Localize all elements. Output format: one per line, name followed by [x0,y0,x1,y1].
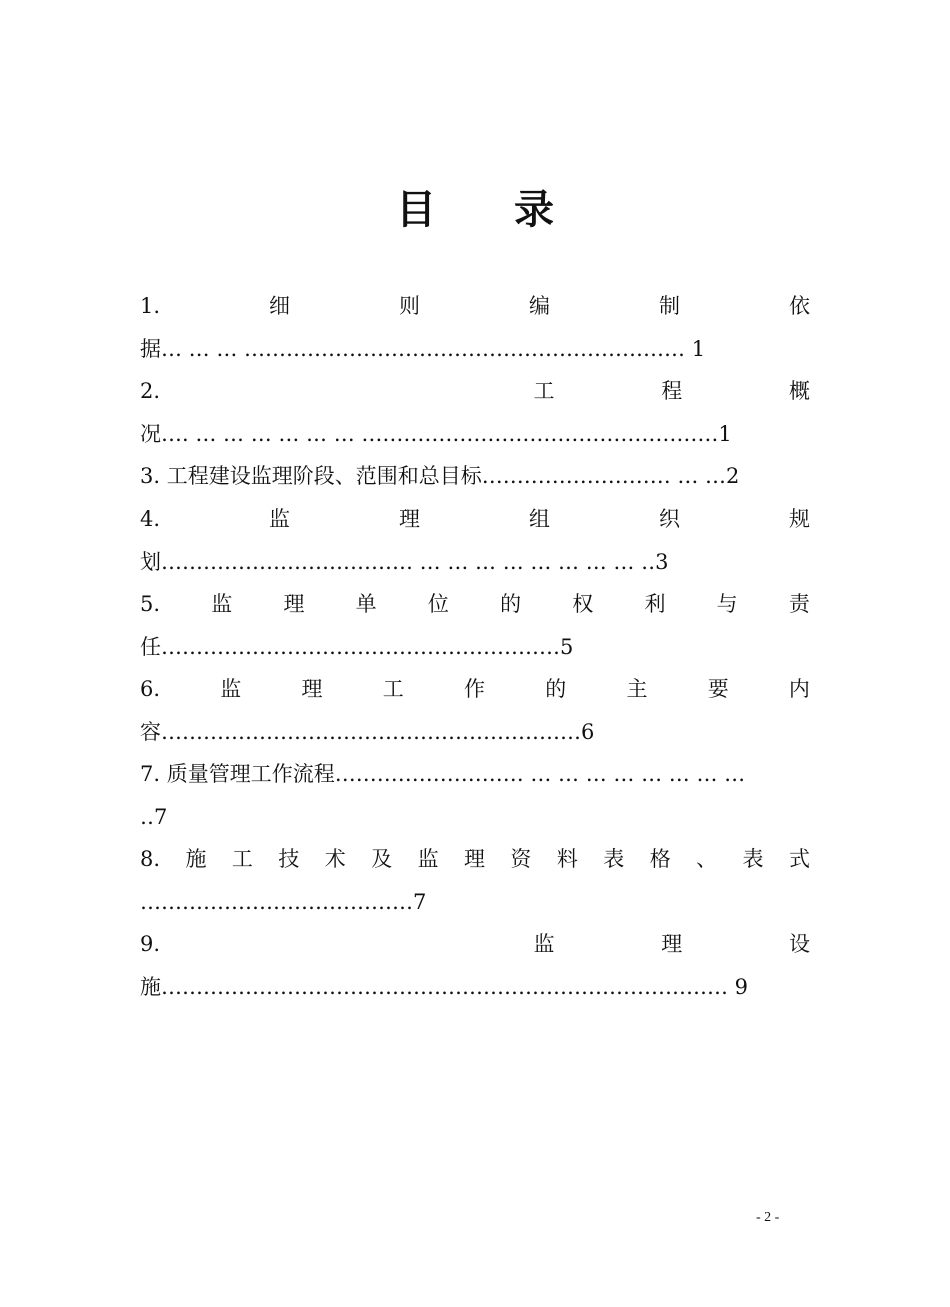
toc-number: 5. [140,592,161,616]
toc-word: 概 [788,379,810,403]
toc-word: 与 [716,592,738,616]
toc-word: 理 [661,932,683,956]
toc-number: 2. [140,379,161,403]
toc-word: 编 [529,294,550,318]
toc-word: 位 [427,592,449,616]
page-number: - 2 - [756,1210,780,1225]
toc-word: 责 [788,592,810,616]
toc-entry-4-line-2[interactable]: 划……………………………… … … … … … … … … ‥3 [140,550,669,574]
toc-entry-2-line-1[interactable] [140,371,810,411]
toc-word: 理 [464,847,485,871]
toc-entry-5-line-1[interactable] [140,584,810,624]
toc-word: 权 [572,592,594,616]
toc-word: 、 [696,847,718,871]
toc-word: 细 [269,294,291,318]
toc-word: 监 [211,592,233,616]
toc-word: 监 [220,677,242,701]
toc-word: 内 [788,677,810,701]
toc-word: 的 [500,592,522,616]
toc-word: 监 [417,847,439,871]
toc-word: 监 [269,507,291,531]
toc-entry-5-line-2[interactable]: 任…………………………………………………5 [140,635,574,659]
toc-number: 1. [140,294,161,318]
toc-entry-4-line-1[interactable] [140,499,810,539]
toc-entry-8-line-1[interactable] [140,839,810,879]
toc-word: 工 [231,847,253,871]
toc-entry-9-line-2[interactable]: 施……………………………………………………………………… 9 [140,975,749,999]
toc-word: 表 [603,847,625,871]
toc-word: 表 [742,847,764,871]
toc-number: 6. [140,677,161,701]
toc-word: 利 [644,592,666,616]
toc-word: 术 [324,847,346,871]
toc-word: 及 [371,847,393,871]
toc-entry-1-line-1[interactable] [140,286,810,326]
toc-word: 主 [626,677,648,701]
toc-word: 理 [399,507,421,531]
toc-title [0,178,950,235]
toc-word: 施 [185,847,207,871]
toc-word: 要 [707,677,729,701]
toc-word: 格 [649,847,671,871]
toc-word: 制 [658,294,680,318]
toc-entry-9-line-1[interactable] [140,924,810,964]
toc-word: 工 [382,677,404,701]
toc-entry-7-line-2[interactable]: ‥7 [140,805,168,829]
toc-word: 依 [788,294,810,318]
toc-entry-8-line-2[interactable]: …………………………………7 [140,890,427,914]
toc-number: 4. [140,507,161,531]
toc-word: 工 [533,379,555,403]
toc-number: 9. [140,932,161,956]
toc-word: 设 [788,932,810,956]
toc-word: 作 [463,677,485,701]
toc-entry-1-line-2[interactable]: 据… … … ……………………………………………………… 1 [140,337,706,361]
title-char-1: 目 [396,186,436,233]
toc-word: 的 [545,677,567,701]
toc-entry-7-line-1[interactable]: 7. 质量管理工作流程……………………… … … … … … … … … [140,762,746,786]
toc-word: 料 [556,847,578,871]
toc-entry-6-line-2[interactable]: 容……………………………………………………6 [140,720,595,744]
toc-word: 监 [533,932,555,956]
toc-word: 规 [788,507,810,531]
toc-word: 式 [788,847,810,871]
toc-word: 织 [658,507,680,531]
toc-word: 资 [510,847,532,871]
toc-word: 技 [278,847,300,871]
toc-word: 则 [399,294,421,318]
toc-number: 8. [140,847,161,871]
toc-word: 单 [355,592,377,616]
title-char-2: 录 [514,186,554,233]
toc-entry-3[interactable]: 3. 工程建设监理阶段、范围和总目标……………………… … …2 [140,464,740,488]
toc-word: 组 [529,507,550,531]
toc-word: 理 [283,592,305,616]
toc-entry-6-line-1[interactable] [140,669,810,709]
toc-word: 理 [301,677,323,701]
toc-entry-2-line-2[interactable]: 况…. … … … … … … ……………………………………………1 [140,422,732,446]
toc-word: 程 [661,379,683,403]
